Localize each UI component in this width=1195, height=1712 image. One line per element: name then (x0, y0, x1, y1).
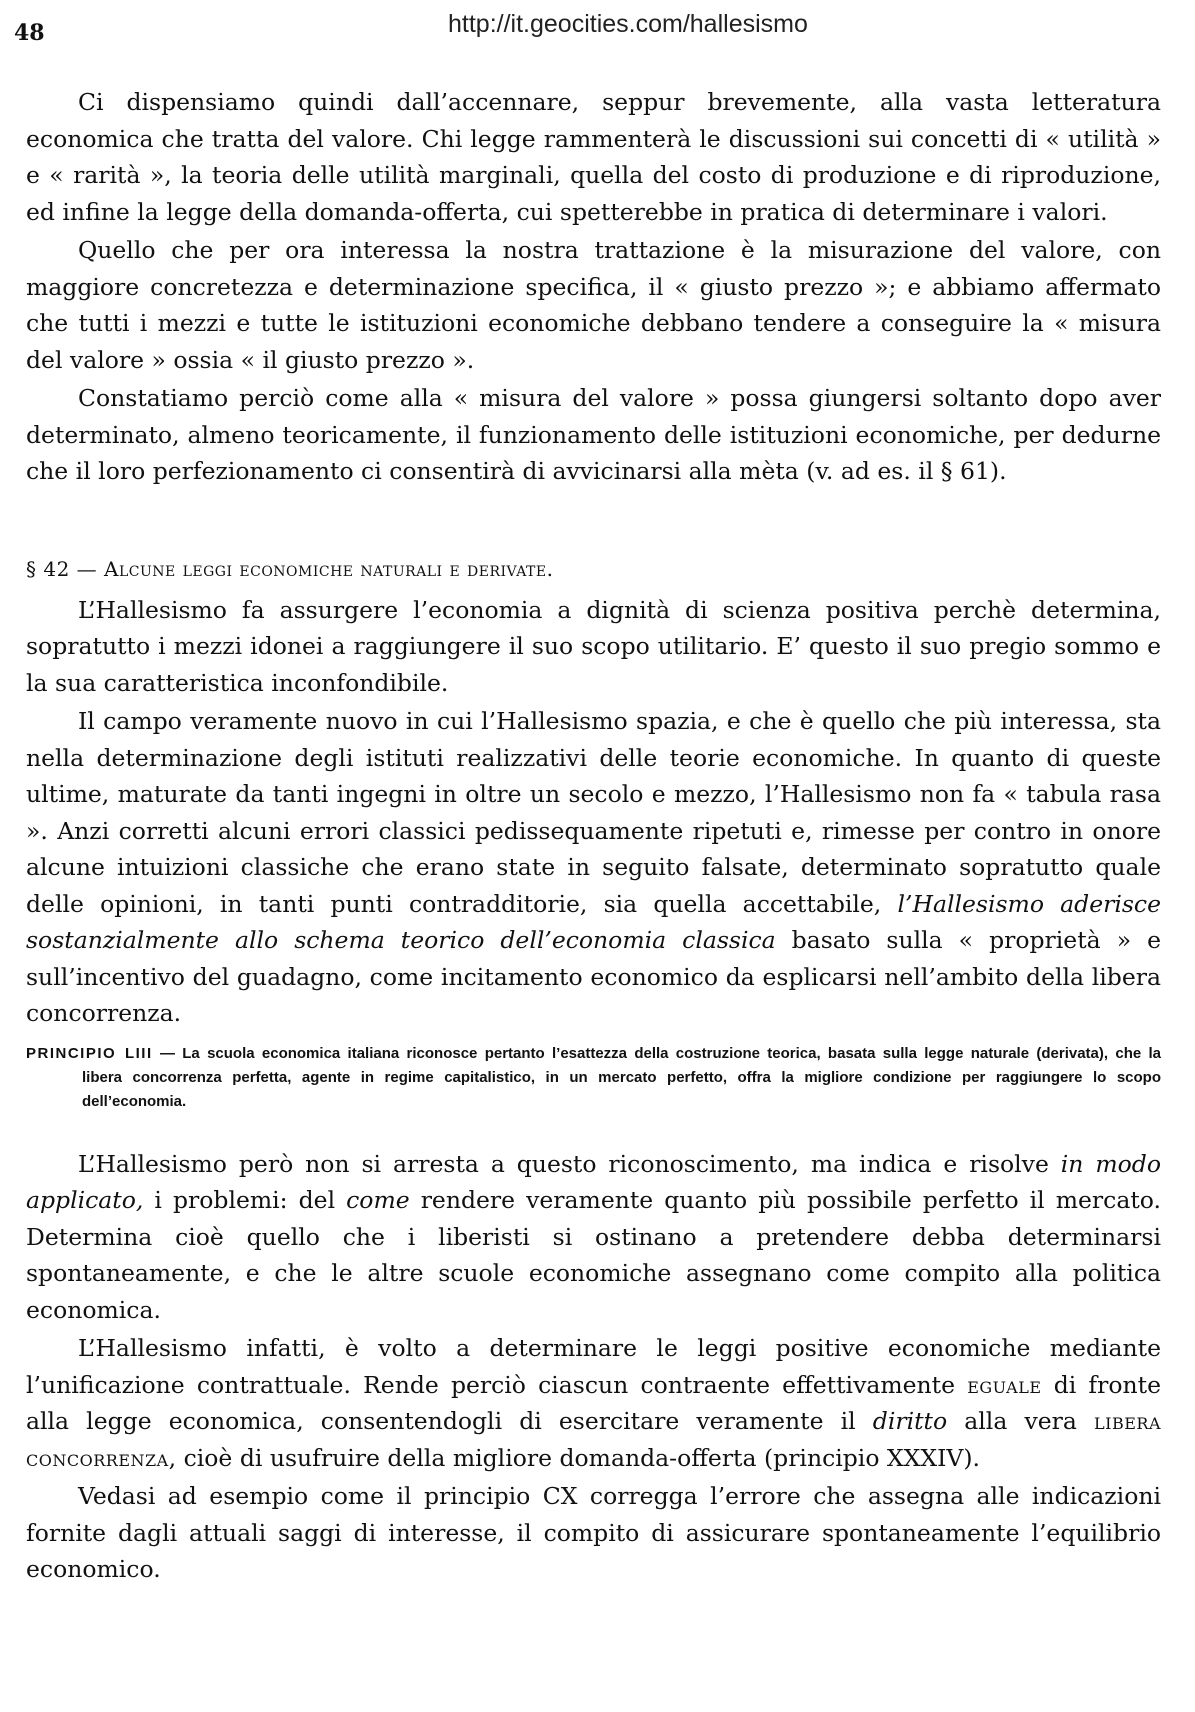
italic-emphasis: in modo applicato, (26, 1149, 1161, 1214)
section-heading (26, 554, 1161, 584)
intro-paragraph-2: Quello che per ora interessa la nostra trattazione è la misurazione del valore, con maggiore concretezza e determinazione specifica, il « giusto prezzo »; e abbiamo affermato che tutti i mezzi e tutte le istituzioni economiche debbano tendere a conseguire la « misura del valore » ossia « il giusto prezzo ». (26, 236, 1161, 374)
page-number: 48 (14, 20, 45, 46)
section-title-text: Alcune leggi economiche naturali e derivate. (104, 556, 554, 581)
section-paragraph-1: L’Hallesismo fa assurgere l’economia a dignità di scienza positiva perchè determina, sopratutto i mezzi idonei a raggiungere il suo scopo utilitario. E’ questo il suo pregio sommo e la sua caratteristica inconfondibile. (26, 595, 1161, 697)
paragraph-text: di fronte alla legge economica, consentendogli di esercitare veramente il (26, 1370, 1161, 1435)
small-caps-emphasis: eguale (967, 1370, 1042, 1399)
intro-paragraph-1: Ci dispensiamo quindi dall’accennare, seppur brevemente, alla vasta letteratura economica che tratta del valore. Chi legge rammenterà le discussioni sui concetti di « utilità » e « rarità », la teoria delle utilità marginali, quella del costo di produzione e di riproduzione, ed infine la legge della domanda-offerta, cui spetterebbe in pratica di determinare i valori. (26, 88, 1161, 226)
header-url: http://it.geocities.com/hallesismo (448, 10, 808, 38)
italic-emphasis: l’Hallesismo aderisce sostanzialmente allo schema teorico dell’economia classica (26, 889, 1161, 954)
after-paragraph-1 (26, 1146, 1161, 1329)
italic-emphasis: come (346, 1186, 410, 1214)
intro-paragraph-3: Constatiamo perciò come alla « misura del valore » possa giungersi soltanto dopo aver determinato, almeno teoricamente, il funzionamento delle istituzioni economiche, per dedurne che il loro perfezionamento ci consentirà di avvicinarsi alla mèta (v. ad es. il § 61). (26, 384, 1161, 485)
section-dash: — (76, 556, 98, 581)
principle-text: La scuola economica italiana riconosce pertanto l’esattezza della costruzione teorica, basata sulla legge naturale (derivata), che la libera concorrenza perfetta, agente in regime capitalistico, in un mercato perfetto, offra la migliore condizione per raggiungere lo scopo dell’economia. (82, 1044, 1162, 1110)
paragraph-text: L’Hallesismo infatti, è volto a determinare le leggi positive economiche mediante l’unificazione contrattuale. Rende perciò ciascun contraente effettivamente (26, 1334, 1161, 1399)
paragraph-text: L’Hallesismo però non si arresta a questo riconoscimento, ma indica e risolve (78, 1149, 1061, 1178)
small-caps-emphasis: libera concorrenza (26, 1407, 1161, 1472)
italic-emphasis: diritto (872, 1407, 948, 1435)
paragraph-text: , cioè di usufruire della migliore domanda-offerta (principio XXXIV). (168, 1443, 981, 1472)
page-body (26, 84, 1161, 1588)
after-paragraph-3: Vedasi ad esempio come il principio CX corregga l’errore che assegna alle indicazioni fornite dagli attuali saggi di interesse, il compito di assicurare spontaneamente l’equilibrio economico. (26, 1482, 1161, 1583)
after-paragraph-2 (26, 1330, 1161, 1476)
section-number: § 42 (26, 556, 70, 581)
section-paragraph-2 (26, 703, 1161, 1032)
paragraph-text: basato sulla « proprietà » e sull’incentivo del guadagno, come incitamento economico da esplicarsi nell’ambito della libera concorrenza. (26, 926, 1162, 1027)
paragraph-text: alla vera (947, 1407, 1095, 1435)
paragraph-text: Il campo veramente nuovo in cui l’Hallesismo spazia, e che è quello che più interessa, sta nella determinazione degli istituti realizzativi delle teorie economiche. In quanto di queste ultime, maturate da tanti ingegni in oltre un secolo e mezzo, l’Hallesismo non fa « tabula rasa ». Anzi corretti alcuni errori classici pedissequamente ripetuti e, rimesse per contro in onore alcune intuizioni classiche che erano state in seguito falsate, determinato sopratutto quale delle opinioni, in tanti punti contradditorie, sia quella accettabile, (26, 707, 1161, 918)
principle-dash: — (159, 1044, 175, 1062)
paragraph-text: rendere veramente quanto più possibile perfetto il mercato. Determina cioè quello che i liberisti si ostinano a pretendere debba determinarsi spontaneamente, e che le altre scuole economiche assegnano come compito alla politica economica. (26, 1186, 1161, 1324)
principle-label: PRINCIPIO LIII (26, 1044, 153, 1062)
principle-block (26, 1042, 1161, 1114)
paragraph-text: i problemi: del (143, 1186, 347, 1214)
